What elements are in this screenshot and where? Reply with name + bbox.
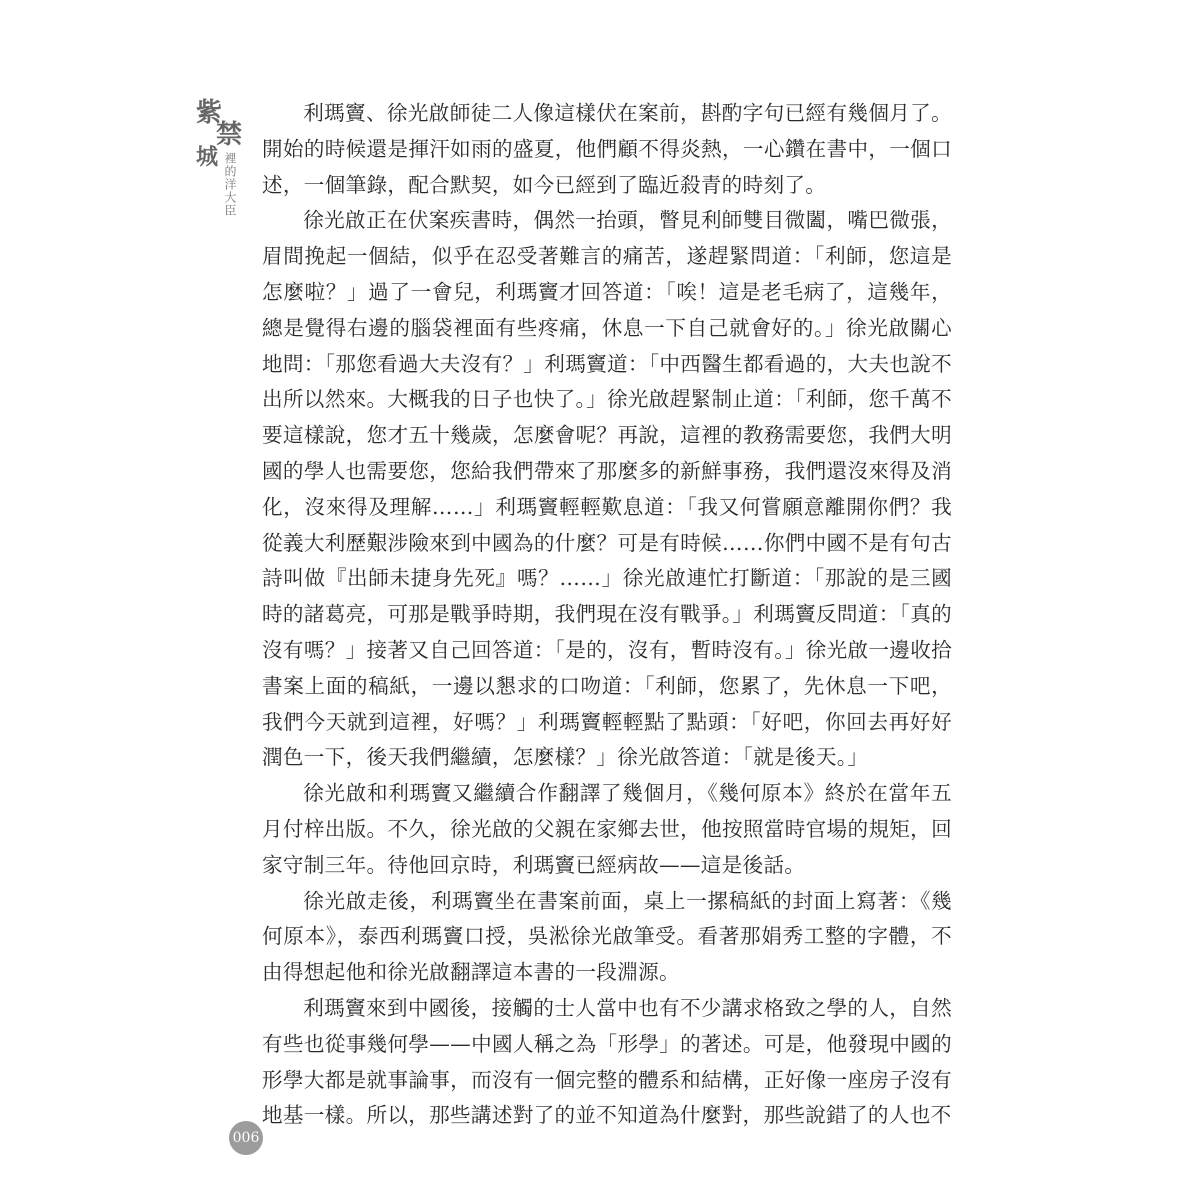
paragraph-2: 徐光啟正在伏案疾書時，偶然一抬頭，瞥見利師雙目微闔，嘴巴微張，眉間挽起一個結，似乎在忍受著難言的痛苦，遂趕緊問道：「利師，您這是怎麼啦？」過了一會兒，利瑪竇才回答道：「唉！這是老毛病了，這幾年，總是覺得右邊的腦袋裡面有些疼痛，休息一下自己就會好的。」徐光啟關心地問：「那您看過大夫沒有？」利瑪竇道：「中西醫生都看過的，大夫也說不出所以然來。大概我的日子也快了。」徐光啟趕緊制止道：「利師，您千萬不要這樣說，您才五十幾歲，怎麼會呢？再說，這裡的教務需要您，我們大明國的學人也需要您，您給我們帶來了那麼多的新鮮事務，我們還沒來得及消化，沒來得及理解……」利瑪竇輕輕歎息道：「我又何嘗願意離開你們？我從義大利歷艱涉險來到中國為的什麼？可是有時候……你們中國不是有句古詩叫做『出師未捷身先死』嗎？……」徐光啟連忙打斷道：「那說的是三國時的諸葛亮，可那是戰爭時期，我們現在沒有戰爭。」利瑪竇反問道：「真的沒有嗎？」接著又自己回答道：「是的，沒有，暫時沒有。」徐光啟一邊收拾書案上面的稿紙，一邊以懇求的口吻道：「利師，您累了，先休息一下吧，我們今天就到這裡，好嗎？」利瑪竇輕輕點了點頭：「好吧，你回去再好好潤色一下，後天我們繼續，怎麼樣？」徐光啟答道：「就是後天。」 [262, 208, 952, 770]
paragraph-3: 徐光啟和利瑪竇又繼續合作翻譯了幾個月，《幾何原本》終於在當年五月付梓出版。不久，徐光啟的父親在家鄉去世，他按照當時官場的規矩，回家守制三年。待他回京時，利瑪竇已經病故——這是後話。 [262, 781, 952, 877]
running-header-char-1: 紫 [196, 98, 223, 128]
running-header [196, 100, 256, 240]
running-header-subtitle: 裡的洋大臣 [223, 152, 237, 217]
body-text [262, 96, 952, 1134]
running-header-char-2: 禁 [216, 120, 243, 150]
paragraph-4: 徐光啟走後，利瑪竇坐在書案前面，桌上一摞稿紙的封面上寫著：《幾何原本》，泰西利瑪竇口授，吳淞徐光啟筆受。看著那娟秀工整的字體，不由得想起他和徐光啟翻譯這本書的一段淵源。 [262, 888, 952, 985]
paragraph-1: 利瑪竇、徐光啟師徒二人像這樣伏在案前，斟酌字句已經有幾個月了。開始的時候還是揮汗如雨的盛夏，他們顧不得炎熱，一心鑽在書中，一個口述，一個筆錄，配合默契，如今已經到了臨近殺青的時刻了。 [262, 101, 952, 197]
running-header-char-3: 城 [196, 144, 219, 170]
paragraph-5: 利瑪竇來到中國後，接觸的士人當中也有不少講求格致之學的人，自然有些也從事幾何學——中國人稱之為「形學」的著述。可是，他發現中國的形學大都是就事論事，而沒有一個完整的體系和結構，正好像一座房子沒有地基一樣。所以，那些講述對了的並不知道為什麼對，那些說錯了的人也不 [262, 995, 952, 1128]
page-number: 006 [229, 1121, 263, 1155]
